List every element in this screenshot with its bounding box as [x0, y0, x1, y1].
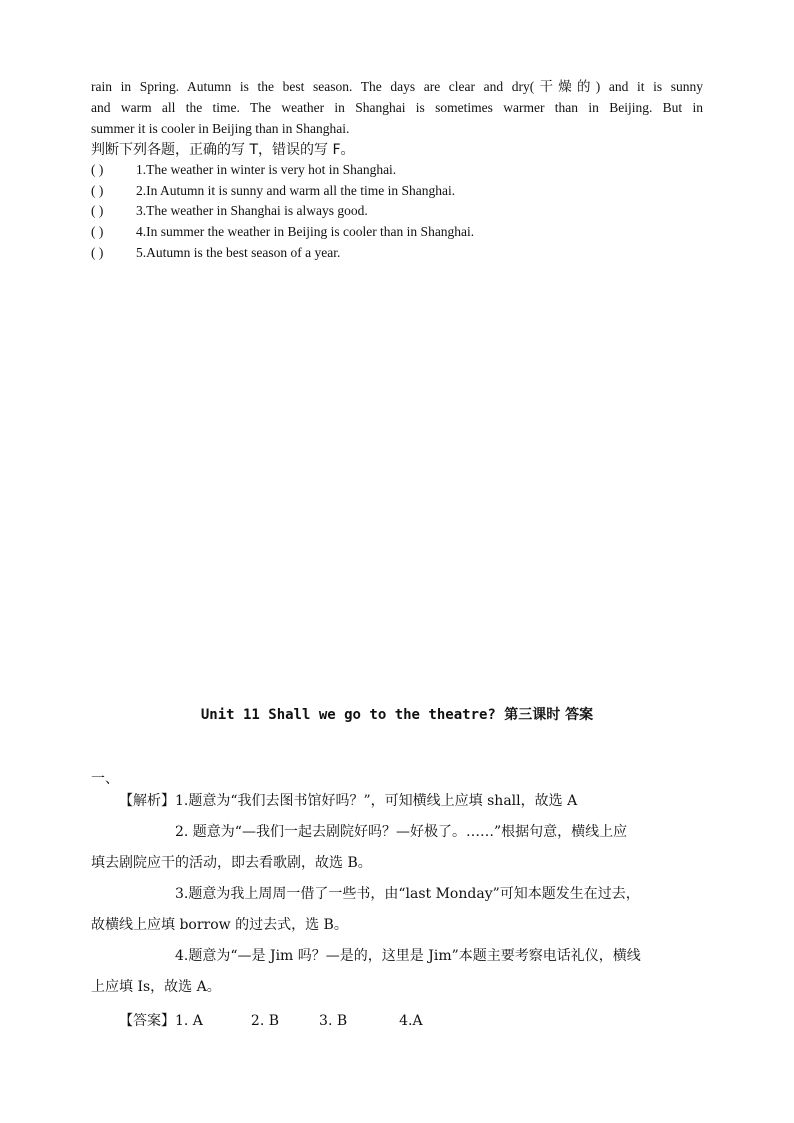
answer-item: 3. B [319, 1013, 348, 1029]
passage-line: rain in Spring. Autumn is the best season. The days are clear and dry(干燥的) and it is sunny [91, 79, 703, 94]
answer-blank: ( ) [91, 224, 104, 240]
list-item [91, 201, 474, 222]
answer-item: 1. A [175, 1013, 203, 1029]
answer-blank: ( ) [91, 203, 104, 219]
answer-item: 2. B [250, 1013, 280, 1029]
list-item [91, 243, 474, 264]
analysis-line: 4.题意为“—是 Jim 吗？—是的，这里是 Jim”本题主要考察电话礼仪，横线 [175, 948, 641, 964]
passage-line: and warm all the time. The weather in Shanghai is sometimes warmer than in Beijing. But in [91, 100, 703, 115]
section-label: 一、 [91, 771, 119, 787]
answer-title [0, 704, 794, 724]
answer-blank: ( ) [91, 162, 104, 177]
question-text: 1.The weather in winter is very hot in Shanghai. [136, 162, 397, 177]
analysis-line: 故横线上应填 borrow 的过去式，选 B。 [91, 917, 348, 933]
true-false-questions [91, 160, 474, 264]
question-text: 2.In Autumn it is sunny and warm all the time in Shanghai. [136, 182, 456, 198]
passage-line: summer it is cooler in Beijing than in Shanghai. [91, 121, 350, 136]
analysis-line: 上应填 Is，故选 A。 [91, 979, 221, 995]
answer-item: 4.A [399, 1013, 423, 1029]
answer-blank: ( ) [91, 182, 104, 198]
answer-key [119, 1010, 423, 1030]
analysis-line: 3.题意为我上周周一借了一些书，由“last Monday”可知本题发生在过去， [175, 886, 640, 902]
analysis-block [91, 786, 703, 1003]
question-text: 3.The weather in Shanghai is always good. [136, 203, 368, 219]
answer-title-en: Unit 11 Shall we go to the theatre? [200, 707, 505, 723]
answer-label: 【答案】 [119, 1013, 175, 1029]
answer-blank: ( ) [91, 244, 104, 260]
answer-title-cn: 第三课时 答案 [504, 707, 594, 723]
analysis-line: 【解析】1.题意为“我们去图书馆好吗？”，可知横线上应填 shall，故选 A [119, 793, 578, 809]
reading-passage [91, 76, 703, 139]
list-item [91, 160, 474, 181]
analysis-line: 2. 题意为“—我们一起去剧院好吗？—好极了。……”根据句意，横线上应 [175, 824, 628, 840]
analysis-line: 填去剧院应干的活动，即去看歌剧，故选 B。 [91, 855, 372, 871]
question-text: 4.In summer the weather in Beijing is cooler than in Shanghai. [136, 224, 475, 240]
instruction-text: 判断下列各题，正确的写 T，错误的写 F。 [91, 142, 355, 158]
question-text: 5.Autumn is the best season of a year. [136, 244, 341, 260]
list-item [91, 181, 474, 202]
list-item [91, 222, 474, 243]
